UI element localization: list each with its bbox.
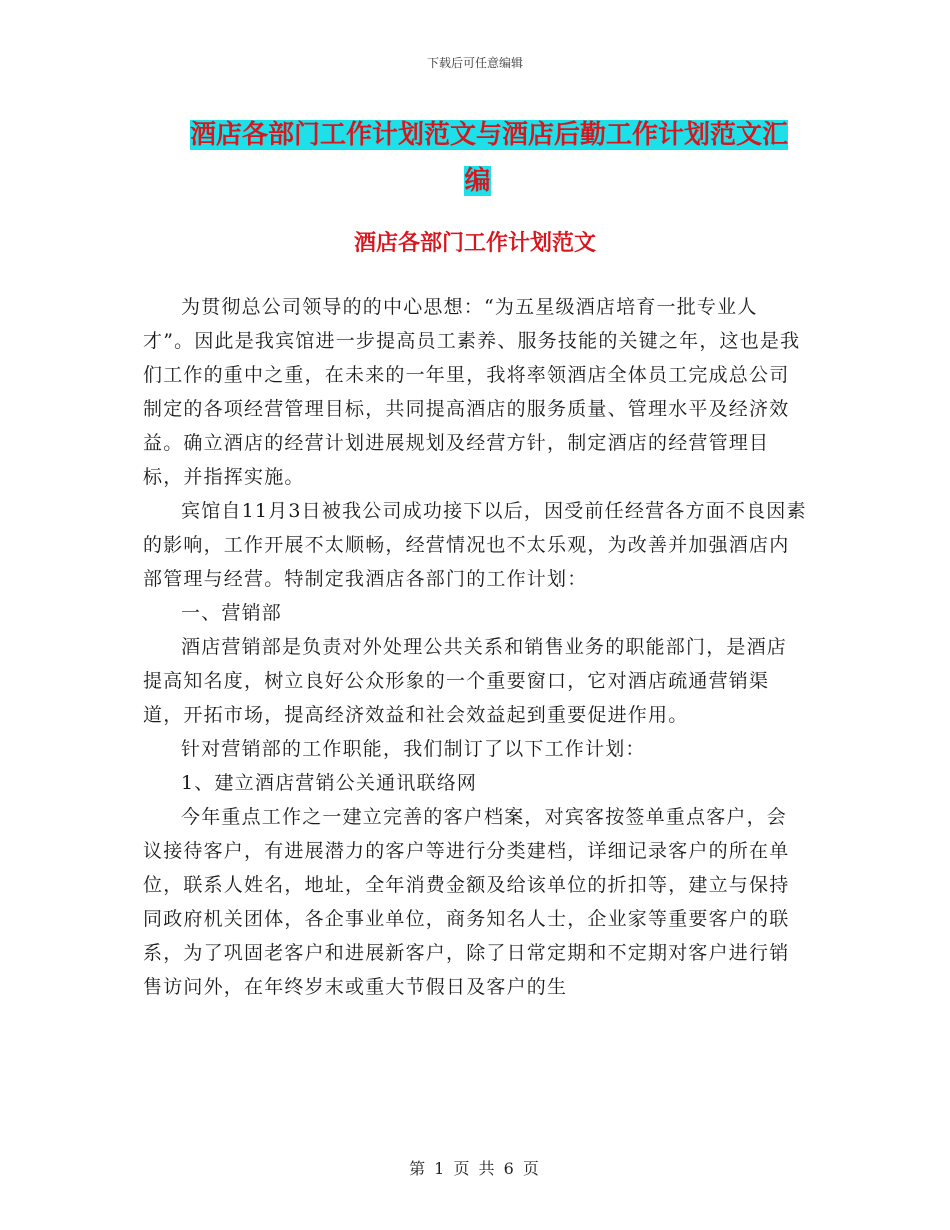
paragraph: 酒店营销部是负责对外处理公共关系和销售业务的职能部门，是酒店提高知名度，树立良好公众形象的一个重要窗口，它对酒店疏通营销渠道，开拓市场，提高经济效益和社会效益起到重要促进作用。 [143,636,788,726]
section-title: 酒店各部门工作计划范文 [353,231,596,256]
document-title [190,112,810,204]
paragraph: 一、营销部 [181,602,283,624]
body-text [143,290,807,1004]
title-line-2-highlight: 编 [464,166,491,196]
header-note: 下载后可任意编辑 [426,56,523,70]
title-line-2 [190,158,810,204]
paragraph: 1、建立酒店营销公关通讯联络网 [181,772,478,794]
paragraph: 今年重点工作之一建立完善的客户档案，对宾客按签单重点客户，会议接待客户，有进展潜力的客户等进行分类建档，详细记录客户的所在单位，联系人姓名，地址，全年消费金额及给该单位的折扣等，建立与保持同政府机关团体，各企事业单位，商务知名人士，企业家等重要客户的联系，为了巩固老客户和进展新客户，除了日常定期和不定期对客户进行销售访问外，在年终岁末或重大节假日及客户的生 [143,806,790,998]
title-line-1 [190,112,810,158]
paragraph: 针对营销部的工作职能，我们制订了以下工作计划： [181,738,646,760]
paragraph: 宾馆自11月3日被我公司成功接下以后，因受前任经营各方面不良因素的影响，工作开展不太顺畅，经营情况也不太乐观，为改善并加强酒店内部管理与经营。特制定我酒店各部门的工作计划： [143,500,807,590]
paragraph: 为贯彻总公司领导的的中心思想：“为五星级酒店培育一批专业人才”。因此是我宾馆进一步提高员工素养、服务技能的关键之年，这也是我们工作的重中之重，在未来的一年里，我将率领酒店全体员工完成总公司制定的各项经营管理目标，共同提高酒店的服务质量、管理水平及经济效益。确立酒店的经营计划进展规划及经营方针，制定酒店的经营管理目标，并指挥实施。 [143,296,801,488]
page-footer: 第 1 页 共 6 页 [409,1159,541,1178]
title-line-1-highlight: 酒店各部门工作计划范文与酒店后勤工作计划范文汇 [190,120,789,150]
